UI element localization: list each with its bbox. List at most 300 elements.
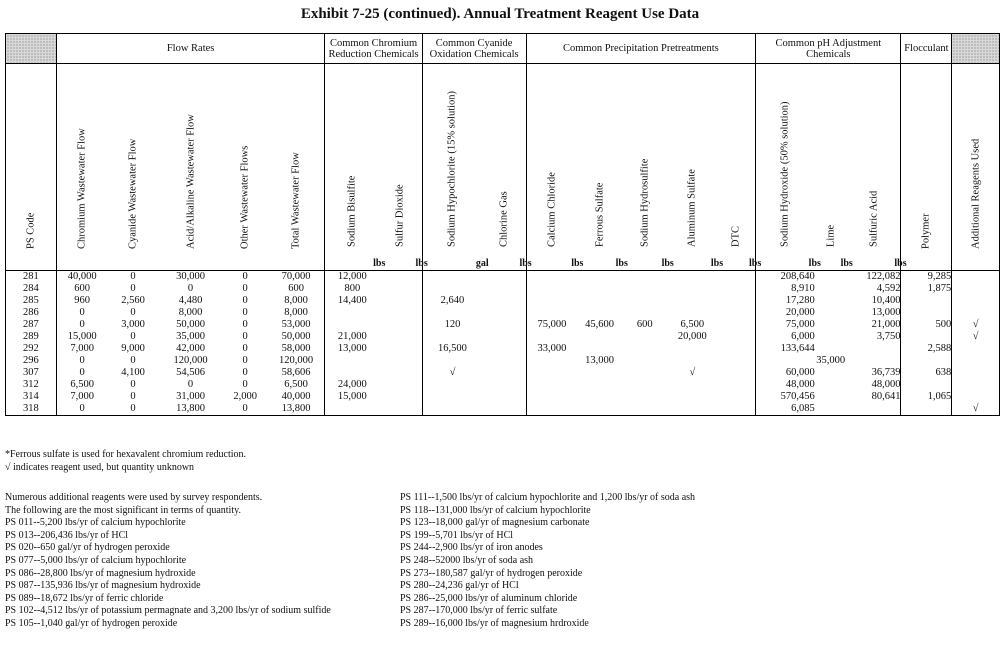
cell-other-flow: 0 bbox=[242, 343, 248, 354]
additional-reagent-item: PS 086--28,800 lbs/yr of magnesium hydroxide bbox=[5, 567, 196, 579]
cell-sodium-bisulfite bbox=[325, 367, 379, 379]
cell-additional-reagents bbox=[952, 379, 1000, 391]
cell-sulfur-dioxide bbox=[379, 355, 422, 367]
col-header-sodium-hypochlorite: Sodium Hypochlorite (15% solution) gal bbox=[422, 64, 482, 271]
cell-sodium-hypochlorite bbox=[422, 331, 482, 343]
cell-ferrous-sulfate bbox=[577, 283, 621, 295]
cell-other-flow: 0 bbox=[242, 283, 248, 294]
cell-acid-flow: 50,000 bbox=[176, 319, 205, 330]
cell-sodium-bisulfite bbox=[325, 355, 379, 367]
cell-chromium-flow: 7,000 bbox=[70, 343, 94, 354]
cell-sodium-hydroxide: 8,910 bbox=[791, 283, 815, 294]
cell-aluminum-sulfate bbox=[668, 307, 717, 319]
cell-total-flow: 600 bbox=[268, 283, 325, 295]
col-header-sodium-hydroxide: Sodium Hydroxide (50% solution) lbs bbox=[756, 64, 815, 271]
cell-other-flow: 0 bbox=[242, 379, 248, 390]
cell-lime bbox=[815, 271, 847, 284]
cell-chlorine-gas bbox=[482, 319, 526, 331]
table-body bbox=[6, 271, 1000, 416]
cell-chlorine-gas bbox=[482, 367, 526, 379]
cell-chlorine-gas bbox=[482, 343, 526, 355]
group-chromium-reduction: Common Chromium Reduction Chemicals bbox=[325, 34, 422, 64]
cell-ps-code: 286 bbox=[6, 307, 57, 319]
cell-sodium-hypochlorite: √ bbox=[449, 367, 456, 378]
table-row bbox=[6, 331, 1000, 343]
cell-sodium-hydroxide: 208,640 bbox=[780, 271, 815, 282]
col-header-sodium-bisulfite: Sodium Bisulfite lbs bbox=[325, 64, 379, 271]
cell-sodium-hypochlorite bbox=[422, 403, 482, 416]
cell-calcium-chloride bbox=[526, 271, 577, 284]
cell-ps-code: 292 bbox=[6, 343, 57, 355]
cell-chlorine-gas bbox=[482, 391, 526, 403]
cell-sodium-hypochlorite bbox=[422, 307, 482, 319]
cell-acid-flow: 42,000 bbox=[176, 343, 205, 354]
cell-sodium-bisulfite: 800 bbox=[344, 283, 361, 294]
group-ph-adjustment: Common pH Adjustment Chemicals bbox=[756, 34, 901, 64]
cell-cyanide-flow: 0 bbox=[130, 391, 136, 402]
cell-sodium-bisulfite: 24,000 bbox=[337, 379, 367, 390]
cell-aluminum-sulfate bbox=[668, 343, 717, 355]
cell-sodium-hydrosulfite bbox=[622, 343, 668, 355]
additional-reagent-item: PS 280--24,236 gal/yr of HCl bbox=[400, 580, 519, 592]
cell-ps-code: 296 bbox=[6, 355, 57, 367]
col-header-polymer: Polymer bbox=[901, 64, 952, 271]
cell-ferrous-sulfate bbox=[577, 295, 621, 307]
cell-polymer bbox=[901, 403, 952, 416]
cell-calcium-chloride bbox=[526, 307, 577, 319]
cell-aluminum-sulfate bbox=[668, 295, 717, 307]
cell-polymer: 9,285 bbox=[901, 271, 952, 284]
cell-sodium-bisulfite bbox=[325, 307, 379, 319]
cell-total-flow: 70,000 bbox=[268, 271, 325, 284]
cell-ferrous-sulfate: 13,000 bbox=[585, 355, 614, 366]
cell-sodium-bisulfite: 15,000 bbox=[337, 391, 367, 402]
cell-sulfur-dioxide bbox=[379, 295, 422, 307]
cell-total-flow: 50,000 bbox=[268, 331, 325, 343]
table-row bbox=[6, 391, 1000, 403]
cell-sulfuric-acid: 21,000 bbox=[847, 319, 901, 331]
cell-lime bbox=[815, 343, 847, 355]
cell-ps-code: 318 bbox=[6, 403, 57, 416]
additional-reagent-item: PS 111--1,500 lbs/yr of calcium hypochlorite and 1,200 lbs/yr of soda ash bbox=[400, 492, 696, 503]
cell-calcium-chloride: 75,000 bbox=[537, 319, 567, 330]
cell-total-flow: 6,500 bbox=[268, 379, 325, 391]
cell-ps-code: 285 bbox=[6, 295, 57, 307]
cell-aluminum-sulfate bbox=[668, 403, 717, 416]
additional-reagent-item: PS 020--650 gal/yr of hydrogen peroxide bbox=[5, 542, 170, 554]
col-header-lime: Lime lbs bbox=[815, 64, 847, 271]
additional-reagents-right bbox=[400, 492, 695, 631]
cell-sodium-bisulfite: 14,400 bbox=[337, 295, 367, 306]
cell-sulfuric-acid bbox=[847, 343, 901, 355]
cell-chlorine-gas bbox=[482, 295, 526, 307]
cell-chlorine-gas bbox=[482, 283, 526, 295]
cell-lime bbox=[815, 403, 847, 416]
cell-total-flow: 13,800 bbox=[268, 403, 325, 416]
cell-sulfuric-acid: 36,739 bbox=[847, 367, 901, 379]
cell-sulfuric-acid: 10,400 bbox=[847, 295, 901, 307]
cell-sulfuric-acid: 4,592 bbox=[847, 283, 901, 295]
col-header-sulfuric-acid: Sulfuric Acid lbs bbox=[847, 64, 901, 271]
cell-sodium-hydroxide: 20,000 bbox=[785, 307, 815, 318]
table-row bbox=[6, 355, 1000, 367]
cell-polymer bbox=[901, 295, 952, 307]
cell-sodium-hydrosulfite bbox=[622, 379, 668, 391]
cell-chlorine-gas bbox=[482, 403, 526, 416]
cell-chromium-flow: 7,000 bbox=[70, 391, 94, 402]
cell-sodium-hydrosulfite: 600 bbox=[636, 319, 653, 330]
cell-sodium-bisulfite: 21,000 bbox=[337, 331, 367, 342]
cell-sodium-hydrosulfite bbox=[622, 391, 668, 403]
cell-sodium-hydrosulfite bbox=[622, 295, 668, 307]
cell-chlorine-gas bbox=[482, 307, 526, 319]
cell-sulfur-dioxide bbox=[379, 319, 422, 331]
table-row bbox=[6, 283, 1000, 295]
cell-dtc bbox=[717, 307, 756, 319]
cell-chromium-flow: 960 bbox=[74, 295, 91, 306]
cell-acid-flow: 0 bbox=[187, 283, 194, 294]
cell-calcium-chloride: 33,000 bbox=[537, 343, 567, 354]
cell-chromium-flow: 0 bbox=[79, 307, 85, 318]
cell-aluminum-sulfate bbox=[668, 355, 717, 367]
cell-sulfur-dioxide bbox=[379, 379, 422, 391]
additional-reagent-item: PS 289--16,000 lbs/yr of magnesium hrdroxide bbox=[400, 617, 589, 629]
cell-chlorine-gas bbox=[482, 355, 526, 367]
cell-additional-reagents: √ bbox=[952, 403, 1000, 416]
cell-cyanide-flow: 0 bbox=[130, 283, 136, 294]
cell-aluminum-sulfate bbox=[668, 379, 717, 391]
hatch-cell-left bbox=[6, 34, 57, 64]
cell-sodium-bisulfite: 13,000 bbox=[337, 343, 367, 354]
cell-ps-code: 284 bbox=[6, 283, 57, 295]
cell-lime bbox=[815, 379, 847, 391]
cell-dtc bbox=[717, 391, 756, 403]
cell-ps-code: 289 bbox=[6, 331, 57, 343]
col-header-sulfur-dioxide: Sulfur Dioxide lbs bbox=[379, 64, 422, 271]
cell-sodium-hydrosulfite bbox=[622, 355, 668, 367]
additional-reagents-left bbox=[5, 492, 331, 631]
cell-lime bbox=[815, 319, 847, 331]
hatch-cell-right bbox=[952, 34, 1000, 64]
table-row bbox=[6, 343, 1000, 355]
cell-sulfur-dioxide bbox=[379, 403, 422, 416]
cell-chromium-flow: 0 bbox=[79, 355, 85, 366]
cell-acid-flow: 13,800 bbox=[159, 403, 223, 416]
cell-total-flow: 8,000 bbox=[268, 307, 325, 319]
cell-lime bbox=[815, 367, 847, 379]
table-row bbox=[6, 307, 1000, 319]
cell-sodium-hydroxide: 570,456 bbox=[780, 391, 815, 402]
cell-cyanide-flow: 9,000 bbox=[121, 343, 145, 354]
cell-sulfuric-acid: 48,000 bbox=[847, 379, 901, 391]
cell-lime bbox=[815, 391, 847, 403]
additional-reagent-item: PS 105--1,040 gal/yr of hydrogen peroxide bbox=[5, 617, 178, 629]
cell-ferrous-sulfate: 45,600 bbox=[585, 319, 614, 330]
cell-additional-reagents bbox=[952, 271, 1000, 284]
cell-sodium-bisulfite: 12,000 bbox=[337, 271, 367, 282]
col-header-sodium-hydrosulfite: Sodium Hydrosulfite lbs bbox=[622, 64, 668, 271]
cell-additional-reagents bbox=[952, 283, 1000, 295]
cell-lime bbox=[815, 283, 847, 295]
additional-intro-line: The following are the most significant in terms of quantity. bbox=[5, 504, 241, 516]
cell-sulfur-dioxide bbox=[379, 283, 422, 295]
cell-sodium-hypochlorite: 120 bbox=[444, 319, 461, 330]
cell-ferrous-sulfate bbox=[577, 331, 621, 343]
cell-chlorine-gas bbox=[482, 271, 526, 284]
cell-chlorine-gas bbox=[482, 331, 526, 343]
col-header-ps-code: PS Code bbox=[6, 64, 57, 271]
cell-polymer: 1,875 bbox=[901, 283, 952, 295]
cell-aluminum-sulfate: 20,000 bbox=[677, 331, 707, 342]
col-header-dtc: DTC lbs bbox=[717, 64, 756, 271]
col-header-ferrous-sulfate: Ferrous Sulfate lbs bbox=[577, 64, 621, 271]
cell-acid-flow: 120,000 bbox=[173, 355, 208, 366]
reagent-use-table bbox=[5, 33, 1000, 416]
cell-other-flow: 0 bbox=[242, 367, 248, 378]
additional-reagent-item: PS 199--5,701 lbs/yr of HCl bbox=[400, 529, 514, 541]
cell-sodium-hydrosulfite bbox=[622, 331, 668, 343]
cell-sodium-hydroxide: 6,085 bbox=[756, 403, 815, 416]
cell-sulfuric-acid: 80,641 bbox=[847, 391, 901, 403]
cell-sodium-hydrosulfite bbox=[622, 283, 668, 295]
cell-chromium-flow: 40,000 bbox=[67, 271, 97, 282]
cell-acid-flow: 0 bbox=[187, 379, 194, 390]
cell-sodium-hydroxide bbox=[756, 355, 815, 367]
cell-polymer: 1,065 bbox=[901, 391, 952, 403]
cell-other-flow: 0 bbox=[242, 271, 248, 282]
cell-acid-flow: 30,000 bbox=[176, 271, 205, 282]
col-header-chromium-flow: Chromium Wastewater Flow bbox=[56, 64, 107, 271]
col-header-calcium-chloride: Calcium Chloride lbs bbox=[526, 64, 577, 271]
cell-other-flow: 2,000 bbox=[233, 391, 257, 402]
cell-sulfur-dioxide bbox=[379, 331, 422, 343]
cell-sodium-hydrosulfite bbox=[622, 403, 668, 416]
cell-sodium-hydroxide: 133,644 bbox=[780, 343, 815, 354]
cell-other-flow: 0 bbox=[242, 307, 248, 318]
additional-intro-line: Numerous additional reagents were used by survey respondents. bbox=[5, 492, 263, 503]
table-row bbox=[6, 367, 1000, 379]
additional-reagent-item: PS 244--2,900 lbs/yr of iron anodes bbox=[400, 542, 543, 554]
cell-other-flow: 0 bbox=[242, 355, 248, 366]
cell-dtc bbox=[717, 379, 756, 391]
group-flow-rates: Flow Rates bbox=[56, 34, 325, 64]
cell-polymer: 638 bbox=[901, 367, 952, 379]
cell-sulfur-dioxide bbox=[379, 367, 422, 379]
cell-sulfur-dioxide bbox=[379, 307, 422, 319]
cell-sodium-bisulfite bbox=[325, 319, 379, 331]
cell-sodium-hydroxide: 60,000 bbox=[785, 367, 815, 378]
cell-sodium-hypochlorite bbox=[422, 283, 482, 295]
cell-polymer bbox=[901, 379, 952, 391]
cell-dtc bbox=[717, 403, 756, 416]
cell-sulfur-dioxide bbox=[379, 343, 422, 355]
footnote-check-mark: √ indicates reagent used, but quantity unknown bbox=[5, 461, 195, 473]
cell-chromium-flow: 0 bbox=[79, 367, 85, 378]
cell-cyanide-flow: 0 bbox=[108, 403, 159, 416]
cell-polymer bbox=[901, 331, 952, 343]
table-row bbox=[6, 319, 1000, 331]
cell-additional-reagents bbox=[952, 307, 1000, 319]
cell-sodium-hypochlorite: 16,500 bbox=[438, 343, 467, 354]
cell-ferrous-sulfate bbox=[577, 367, 621, 379]
cell-other-flow: 0 bbox=[242, 295, 248, 306]
cell-chromium-flow: 15,000 bbox=[67, 331, 97, 342]
cell-acid-flow: 4,480 bbox=[178, 295, 203, 306]
cell-lime bbox=[815, 331, 847, 343]
cell-sulfur-dioxide bbox=[379, 391, 422, 403]
cell-sodium-hydroxide: 48,000 bbox=[785, 379, 815, 390]
cell-ferrous-sulfate bbox=[577, 307, 621, 319]
additional-reagent-item: PS 123--18,000 gal/yr of magnesium carbonate bbox=[400, 517, 590, 529]
cell-sodium-hypochlorite bbox=[422, 391, 482, 403]
cell-aluminum-sulfate: √ bbox=[689, 367, 696, 378]
cell-cyanide-flow: 0 bbox=[130, 331, 136, 342]
cell-chromium-flow: 0 bbox=[56, 403, 107, 416]
cell-ps-code: 287 bbox=[6, 319, 57, 331]
cell-cyanide-flow: 2,560 bbox=[121, 295, 145, 306]
cell-calcium-chloride bbox=[526, 283, 577, 295]
cell-total-flow: 58,000 bbox=[268, 343, 325, 355]
cell-ferrous-sulfate bbox=[577, 403, 621, 416]
cell-acid-flow: 54,506 bbox=[176, 367, 205, 378]
cell-total-flow: 53,000 bbox=[268, 319, 325, 331]
cell-acid-flow: 31,000 bbox=[176, 391, 205, 402]
cell-sodium-hydrosulfite bbox=[622, 307, 668, 319]
table-row bbox=[6, 379, 1000, 391]
group-precipitation: Common Precipitation Pretreatments bbox=[526, 34, 756, 64]
cell-calcium-chloride bbox=[526, 379, 577, 391]
cell-calcium-chloride bbox=[526, 295, 577, 307]
cell-chromium-flow: 600 bbox=[74, 283, 91, 294]
cell-aluminum-sulfate: 6,500 bbox=[680, 319, 705, 330]
cell-ps-code: 307 bbox=[6, 367, 57, 379]
cell-aluminum-sulfate bbox=[668, 391, 717, 403]
cell-aluminum-sulfate bbox=[668, 271, 717, 284]
cell-lime bbox=[815, 295, 847, 307]
cell-additional-reagents bbox=[952, 355, 1000, 367]
cell-ps-code: 281 bbox=[6, 271, 57, 284]
additional-reagent-item: PS 011--5,200 lbs/yr of calcium hypochlorite bbox=[5, 517, 186, 529]
cell-total-flow: 8,000 bbox=[268, 295, 325, 307]
cell-sulfuric-acid: 3,750 bbox=[847, 331, 901, 343]
table-row bbox=[6, 295, 1000, 307]
cell-cyanide-flow: 4,100 bbox=[121, 367, 145, 378]
document-title: Exhibit 7-25 (continued). Annual Treatment Reagent Use Data bbox=[300, 6, 700, 22]
cell-sulfur-dioxide bbox=[379, 271, 422, 284]
cell-additional-reagents bbox=[952, 391, 1000, 403]
cell-sulfuric-acid: 122,082 bbox=[847, 271, 901, 284]
additional-reagent-item: PS 118--131,000 lbs/yr of calcium hypochlorite bbox=[400, 504, 591, 516]
footnote-ferrous: *Ferrous sulfate is used for hexavalent chromium reduction. bbox=[5, 449, 247, 460]
cell-ferrous-sulfate bbox=[577, 379, 621, 391]
cell-other-flow: 0 bbox=[242, 319, 248, 330]
cell-acid-flow: 35,000 bbox=[176, 331, 205, 342]
cell-lime: 35,000 bbox=[816, 355, 846, 366]
cell-sulfuric-acid bbox=[847, 403, 901, 416]
cell-sodium-hypochlorite bbox=[422, 379, 482, 391]
cell-cyanide-flow: 3,000 bbox=[121, 319, 145, 330]
cell-dtc bbox=[717, 319, 756, 331]
cell-sodium-hypochlorite bbox=[422, 271, 482, 284]
additional-reagent-item: PS 248--52000 lbs/yr of soda ash bbox=[400, 554, 534, 566]
cell-dtc bbox=[717, 283, 756, 295]
additional-reagent-item: PS 013--206,436 lbs/yr of HCl bbox=[5, 529, 129, 541]
cell-additional-reagents bbox=[952, 367, 1000, 379]
cell-ps-code: 312 bbox=[6, 379, 57, 391]
cell-dtc bbox=[717, 295, 756, 307]
footnotes bbox=[5, 449, 246, 474]
cell-sodium-bisulfite bbox=[325, 403, 379, 416]
table-row bbox=[6, 403, 1000, 416]
col-header-acid-flow: Acid/Alkaline Wastewater Flow bbox=[159, 64, 223, 271]
additional-reagent-item: PS 286--25,000 lbs/yr of aluminum chloride bbox=[400, 592, 578, 604]
col-header-total-flow: Total Wastewater Flow bbox=[268, 64, 325, 271]
cell-calcium-chloride bbox=[526, 391, 577, 403]
cell-dtc bbox=[717, 331, 756, 343]
cell-dtc bbox=[717, 271, 756, 284]
cell-polymer: 2,588 bbox=[901, 343, 952, 355]
table-row bbox=[6, 271, 1000, 284]
additional-reagent-item: PS 273--180,587 gal/yr of hydrogen peroxide bbox=[400, 567, 583, 579]
col-header-other-flow: Other Wastewater Flows bbox=[223, 64, 268, 271]
col-header-cyanide-flow: Cyanide Wastewater Flow bbox=[108, 64, 159, 271]
cell-additional-reagents: √ bbox=[952, 331, 1000, 343]
cell-cyanide-flow: 0 bbox=[130, 379, 136, 390]
additional-reagent-item: PS 102--4,512 lbs/yr of potassium permagnate and 3,200 lbs/yr of sodium sulfide bbox=[5, 605, 331, 617]
additional-reagent-item: PS 287--170,000 lbs/yr of ferric sulfate bbox=[400, 605, 558, 617]
cell-additional-reagents: √ bbox=[952, 319, 1000, 331]
cell-other-flow: 0 bbox=[242, 331, 248, 342]
cell-total-flow: 58,606 bbox=[268, 367, 325, 379]
cell-additional-reagents bbox=[952, 343, 1000, 355]
cell-sodium-hydroxide: 6,000 bbox=[791, 331, 815, 342]
cell-dtc bbox=[717, 367, 756, 379]
additional-reagent-item: PS 077--5,000 lbs/yr of calcium hypochlorite bbox=[5, 554, 187, 566]
cell-chlorine-gas bbox=[482, 379, 526, 391]
cell-ferrous-sulfate bbox=[577, 343, 621, 355]
group-flocculant: Flocculant bbox=[901, 34, 952, 64]
cell-polymer bbox=[901, 355, 952, 367]
cell-polymer bbox=[901, 307, 952, 319]
cell-other-flow: 0 bbox=[223, 403, 268, 416]
cell-chromium-flow: 6,500 bbox=[70, 379, 94, 390]
cell-sodium-hydrosulfite bbox=[622, 271, 668, 284]
cell-total-flow: 40,000 bbox=[268, 391, 325, 403]
group-cyanide-oxidation: Common Cyanide Oxidation Chemicals bbox=[422, 34, 526, 64]
col-header-chlorine-gas: Chlorine Gas lbs bbox=[482, 64, 526, 271]
cell-sulfuric-acid bbox=[847, 355, 901, 367]
cell-calcium-chloride bbox=[526, 367, 577, 379]
cell-cyanide-flow: 0 bbox=[130, 307, 136, 318]
cell-sodium-hypochlorite: 2,640 bbox=[440, 295, 465, 306]
cell-sodium-hypochlorite bbox=[422, 355, 482, 367]
cell-cyanide-flow: 0 bbox=[130, 355, 136, 366]
cell-aluminum-sulfate bbox=[668, 283, 717, 295]
cell-calcium-chloride bbox=[526, 403, 577, 416]
cell-ferrous-sulfate bbox=[577, 271, 621, 284]
cell-dtc bbox=[717, 343, 756, 355]
cell-sodium-hydrosulfite bbox=[622, 367, 668, 379]
cell-total-flow: 120,000 bbox=[268, 355, 325, 367]
cell-ps-code: 314 bbox=[6, 391, 57, 403]
cell-lime bbox=[815, 307, 847, 319]
col-header-additional-reagents: Additional Reagents Used bbox=[952, 64, 1000, 271]
cell-sodium-hydroxide: 17,280 bbox=[785, 295, 815, 306]
cell-additional-reagents bbox=[952, 295, 1000, 307]
cell-polymer: 500 bbox=[901, 319, 952, 331]
cell-calcium-chloride bbox=[526, 331, 577, 343]
cell-chromium-flow: 0 bbox=[79, 319, 85, 330]
